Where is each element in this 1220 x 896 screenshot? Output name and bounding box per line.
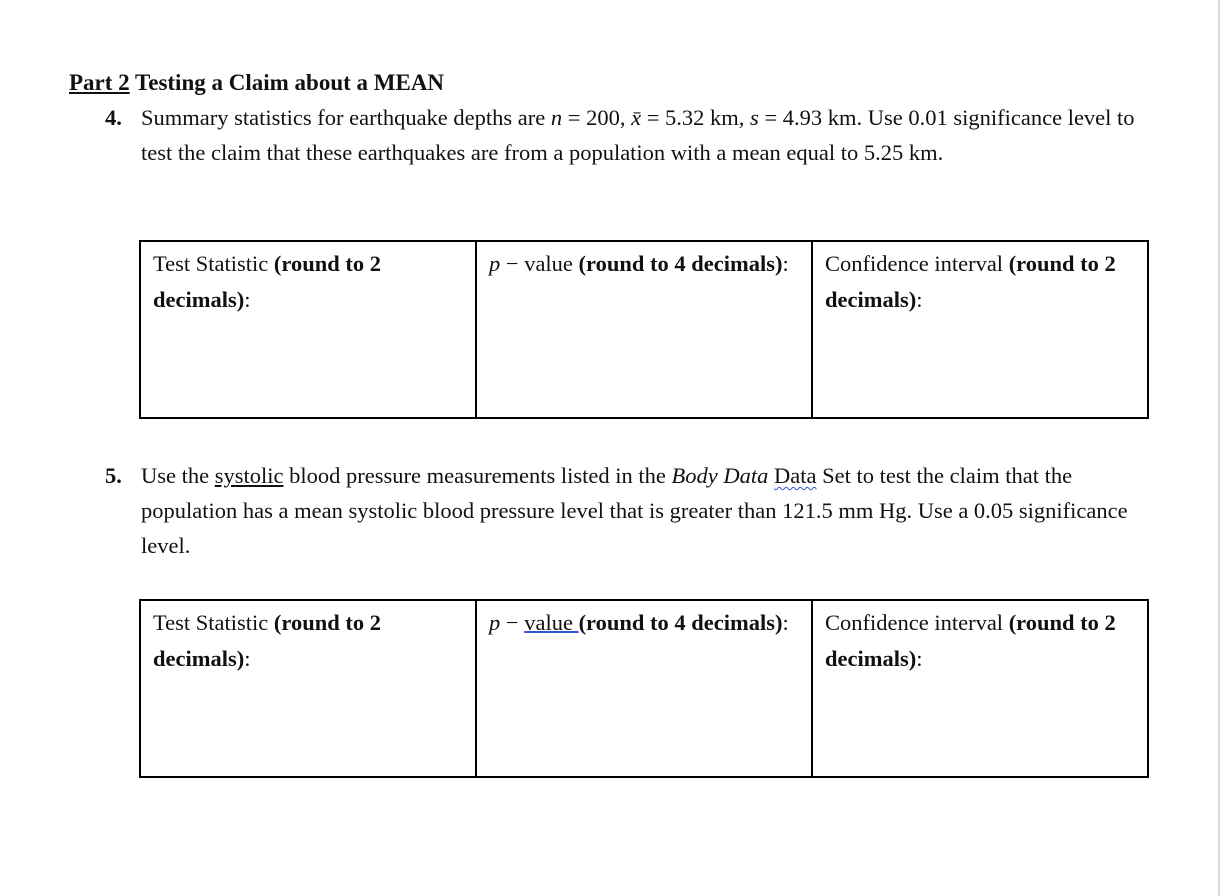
cell-label-bold: (round to 4 decimals) (578, 251, 783, 276)
math-var-xbar: x̄ (631, 105, 642, 130)
cell-label-colon: : (782, 610, 789, 635)
cell-label-bold: (round to 2 decimals) (825, 610, 1116, 671)
p-value-cell[interactable] (476, 600, 812, 777)
underlined-word: systolic (214, 463, 284, 488)
cell-label: − value (500, 251, 579, 276)
answer-table-q5 (139, 599, 1149, 778)
question-number: 5. (105, 463, 122, 488)
text-run: = 4.93 km. Use 0.01 significance level to test the claim that these earthquakes are from a population with a mean equal to 5.25 km. (141, 105, 1135, 165)
question-5 (105, 458, 1165, 563)
question-4 (105, 100, 1165, 170)
text-run: blood pressure measurements listed in the (283, 463, 672, 488)
text-run: = 200, (562, 105, 632, 130)
test-statistic-cell[interactable] (140, 241, 476, 418)
cell-label: Confidence interval (825, 610, 1009, 635)
text-run: = 5.32 km, (641, 105, 751, 130)
confidence-interval-cell[interactable] (812, 241, 1148, 418)
math-var-s: s (750, 105, 759, 130)
math-var-p: p (489, 610, 501, 635)
p-value-cell[interactable] (476, 241, 812, 418)
cell-label-bold: (round to 2 decimals) (153, 251, 382, 312)
cell-label: − (500, 610, 525, 635)
text-run: Summary statistics for earthquake depths are (141, 105, 551, 130)
question-text (141, 100, 1151, 170)
grammar-flag-word: Data (774, 463, 817, 488)
cell-label-colon: : (244, 646, 251, 671)
cell-label-bold: (round to 2 decimals) (153, 610, 382, 671)
cell-label-colon: : (782, 251, 789, 276)
test-statistic-cell[interactable] (140, 600, 476, 777)
text-run: Set to test the claim that the population has a mean systolic blood pressure level that is greater than 121.5 mm Hg. Use a 0.05 significance level. (141, 463, 1128, 558)
cell-label-colon: : (916, 646, 923, 671)
confidence-interval-cell[interactable] (812, 600, 1148, 777)
section-title: Testing a Claim about a MEAN (129, 70, 445, 95)
cell-label-colon: : (244, 287, 251, 312)
math-var-n: n (550, 105, 563, 130)
answer-table-q4 (139, 240, 1149, 419)
cell-label: Confidence interval (825, 251, 1009, 276)
cell-label-colon: : (916, 287, 923, 312)
math-var-p: p (489, 251, 501, 276)
text-run: Use the (141, 463, 215, 488)
dataset-name: Body Data (671, 463, 769, 488)
flagged-word: value (524, 610, 579, 635)
cell-label-bold: (round to 2 decimals) (825, 251, 1116, 312)
section-heading (69, 70, 444, 96)
cell-label: Test Statistic (153, 251, 274, 276)
part-label: Part 2 (69, 70, 130, 95)
question-text (141, 458, 1151, 563)
question-number: 4. (105, 105, 122, 130)
cell-label-bold: (round to 4 decimals) (578, 610, 783, 635)
cell-label: Test Statistic (153, 610, 274, 635)
